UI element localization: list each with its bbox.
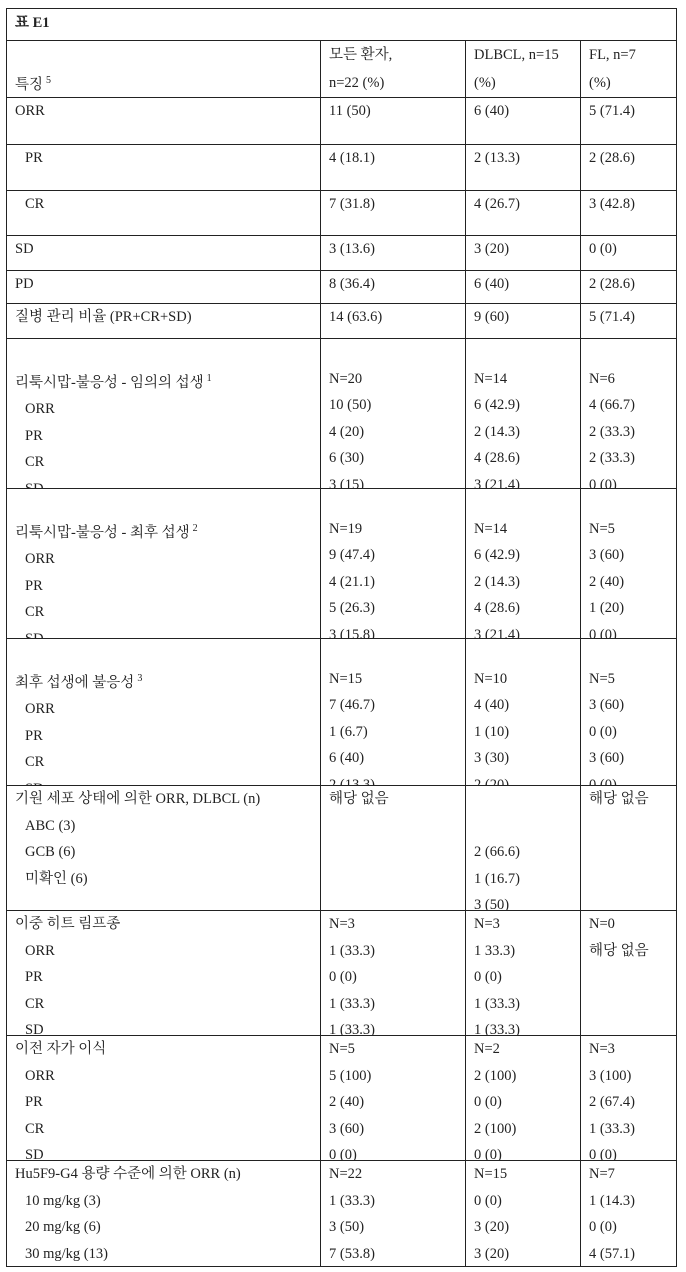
row-label: 20 mg/kg (6) <box>15 1214 312 1241</box>
value-cell <box>321 145 466 190</box>
cell-value: 2 (13.3) <box>474 145 572 172</box>
row-label: 10 mg/kg (3) <box>15 1188 312 1215</box>
value-cell <box>466 911 581 1035</box>
cell-value: 3 (60) <box>589 745 668 772</box>
row-label: 이중 히트 림프종 <box>15 911 312 938</box>
cell-value: 3 (13.6) <box>329 236 457 263</box>
cell-value: 7 (53.8) <box>329 1241 457 1266</box>
value-cell <box>581 1036 676 1160</box>
row-label <box>15 626 312 638</box>
value-cell <box>466 98 581 144</box>
cell-value: N=22 <box>329 1161 457 1188</box>
row-label-cell <box>7 339 321 488</box>
table-body <box>7 98 676 1266</box>
cell-value: 3 (21.4) <box>474 472 572 488</box>
value-cell <box>321 1161 466 1266</box>
table-row <box>7 304 676 339</box>
cell-value: 2 (13.3) <box>329 772 457 785</box>
value-cell <box>466 1036 581 1160</box>
row-label: PR <box>15 723 312 750</box>
cell-value: 6 (30) <box>329 445 457 472</box>
row-label: 미확인 (6) <box>15 866 312 893</box>
cell-value: N=15 <box>474 1161 572 1188</box>
cell-value <box>474 786 572 813</box>
header-line: (%) <box>589 69 668 97</box>
cell-value: 4 (21.1) <box>329 569 457 596</box>
value-cell <box>466 1161 581 1266</box>
value-cell <box>581 639 676 785</box>
row-label-cell <box>7 911 321 1035</box>
cell-value: 11 (50) <box>329 98 457 125</box>
table-title: 표 E1 <box>7 9 676 41</box>
cell-value: 2 (40) <box>589 569 668 596</box>
value-cell <box>321 339 466 488</box>
row-label-cell <box>7 236 321 270</box>
value-cell <box>581 786 676 910</box>
cell-value <box>589 639 668 666</box>
row-label-cell <box>7 304 321 338</box>
cell-value: 3 (20) <box>474 1214 572 1241</box>
cell-value: 4 (57.1) <box>589 1241 668 1266</box>
cell-value <box>329 639 457 666</box>
cell-value: 1 (6.7) <box>329 719 457 746</box>
header-dlbcl <box>466 41 581 97</box>
cell-value: 4 (66.7) <box>589 392 668 419</box>
row-label: CR <box>15 749 312 776</box>
cell-value: N=10 <box>474 666 572 693</box>
row-label-cell <box>7 145 321 190</box>
header-line: FL, n=7 <box>589 41 668 69</box>
row-label: PD <box>15 271 312 298</box>
value-cell <box>321 271 466 303</box>
cell-value: 3 (60) <box>329 1116 457 1143</box>
results-table <box>6 8 677 1267</box>
cell-value: 2 (14.3) <box>474 419 572 446</box>
header-feature-label: 특징 <box>15 77 43 93</box>
cell-value: 0 (0) <box>589 719 668 746</box>
cell-value: 2 (14.3) <box>474 569 572 596</box>
value-cell <box>321 911 466 1035</box>
cell-value: N=19 <box>329 516 457 543</box>
cell-value: N=5 <box>329 1036 457 1063</box>
cell-value: N=0 <box>589 911 668 938</box>
cell-value: 3 (20) <box>474 1241 572 1266</box>
cell-value: 3 (60) <box>589 542 668 569</box>
cell-value <box>329 339 457 366</box>
cell-value <box>474 489 572 516</box>
cell-value: N=6 <box>589 366 668 393</box>
row-label: PR <box>15 573 312 600</box>
row-label: SD <box>15 1017 312 1035</box>
row-label <box>15 366 312 397</box>
cell-value: 3 (100) <box>589 1063 668 1090</box>
row-label <box>15 776 312 785</box>
header-line: DLBCL, n=15 <box>474 41 572 69</box>
value-cell <box>466 639 581 785</box>
cell-value: 3 (20) <box>474 236 572 263</box>
cell-value: 1 (16.7) <box>474 866 572 893</box>
row-label: PR <box>15 145 312 172</box>
row-label: PR <box>15 423 312 450</box>
cell-value: 4 (28.6) <box>474 445 572 472</box>
cell-value: 8 (36.4) <box>329 271 457 298</box>
table-row <box>7 911 676 1036</box>
cell-value <box>474 813 572 840</box>
table-row <box>7 236 676 271</box>
value-cell <box>581 191 676 235</box>
value-cell <box>321 786 466 910</box>
cell-value: N=3 <box>329 911 457 938</box>
cell-value: 6 (40) <box>474 271 572 298</box>
header-line: 모든 환자, <box>329 41 457 69</box>
cell-value: 해당 없음 <box>329 786 457 813</box>
table-row <box>7 786 676 911</box>
row-label <box>15 639 312 666</box>
cell-value: 7 (46.7) <box>329 692 457 719</box>
cell-value: 3 (50) <box>329 1214 457 1241</box>
value-cell <box>581 339 676 488</box>
cell-value <box>589 489 668 516</box>
row-label: CR <box>15 1116 312 1143</box>
row-label: ORR <box>15 98 312 125</box>
value-cell <box>466 304 581 338</box>
row-label: Hu5F9-G4 용량 수준에 의한 ORR (n) <box>15 1161 312 1188</box>
row-label-cell <box>7 489 321 638</box>
row-label: ORR <box>15 1063 312 1090</box>
cell-value: 3 (42.8) <box>589 191 668 218</box>
value-cell <box>321 489 466 638</box>
cell-value: 9 (60) <box>474 304 572 331</box>
value-cell <box>321 236 466 270</box>
header-feature <box>7 41 321 97</box>
value-cell <box>581 489 676 638</box>
cell-value: 3 (30) <box>474 745 572 772</box>
row-label-cell <box>7 1036 321 1160</box>
cell-value <box>474 639 572 666</box>
header-fl <box>581 41 676 97</box>
cell-value: 5 (71.4) <box>589 98 668 125</box>
cell-value: 해당 없음 <box>589 938 668 965</box>
value-cell <box>321 304 466 338</box>
value-cell <box>581 98 676 144</box>
cell-value: 3 (15) <box>329 472 457 488</box>
cell-value: 2 (66.6) <box>474 839 572 866</box>
cell-value: 0 (0) <box>474 1142 572 1160</box>
cell-value: N=7 <box>589 1161 668 1188</box>
cell-value <box>329 489 457 516</box>
header-line: n=22 (%) <box>329 69 457 97</box>
table-row <box>7 145 676 191</box>
row-label: CR <box>15 599 312 626</box>
row-label-text: 리툭시맙-불응성 - 임의의 섭생 <box>15 375 204 391</box>
row-label <box>15 476 312 488</box>
value-cell <box>466 191 581 235</box>
cell-value: 1 (33.3) <box>589 1116 668 1143</box>
value-cell <box>581 911 676 1035</box>
row-label-cell <box>7 1161 321 1266</box>
row-label: PR <box>15 1089 312 1116</box>
cell-value: N=14 <box>474 366 572 393</box>
cell-value: 1 (33.3) <box>474 1017 572 1035</box>
table-header-row <box>7 41 676 98</box>
table-row <box>7 271 676 304</box>
cell-value: 1 (33.3) <box>329 938 457 965</box>
cell-value: 3 (15.8) <box>329 622 457 638</box>
cell-value: N=5 <box>589 666 668 693</box>
footnote-ref: 5 <box>46 75 51 86</box>
cell-value: 4 (26.7) <box>474 191 572 218</box>
cell-value <box>589 339 668 366</box>
cell-value: 2 (20) <box>474 772 572 785</box>
cell-value: N=20 <box>329 366 457 393</box>
cell-value: 3 (60) <box>589 692 668 719</box>
row-label: ORR <box>15 696 312 723</box>
cell-value: 1 (33.3) <box>329 1017 457 1035</box>
cell-value: N=2 <box>474 1036 572 1063</box>
row-label-cell <box>7 191 321 235</box>
cell-value: 5 (71.4) <box>589 304 668 331</box>
cell-value: N=14 <box>474 516 572 543</box>
header-line: (%) <box>474 69 572 97</box>
cell-value: 14 (63.6) <box>329 304 457 331</box>
value-cell <box>581 304 676 338</box>
cell-value: 0 (0) <box>329 1142 457 1160</box>
cell-value: 0 (0) <box>329 964 457 991</box>
table-row <box>7 191 676 236</box>
cell-value: 2 (28.6) <box>589 271 668 298</box>
cell-value: 4 (28.6) <box>474 595 572 622</box>
value-cell <box>321 98 466 144</box>
row-label: PR <box>15 964 312 991</box>
cell-value: N=3 <box>474 911 572 938</box>
cell-value: 10 (50) <box>329 392 457 419</box>
table-row <box>7 98 676 145</box>
cell-value <box>474 339 572 366</box>
row-label-cell <box>7 98 321 144</box>
cell-value: 9 (47.4) <box>329 542 457 569</box>
value-cell <box>581 271 676 303</box>
cell-value: 6 (40) <box>474 98 572 125</box>
footnote-ref: 1 <box>207 373 212 384</box>
value-cell <box>466 786 581 910</box>
cell-value: 2 (100) <box>474 1116 572 1143</box>
row-label <box>15 339 312 366</box>
row-label: 기원 세포 상태에 의한 ORR, DLBCL (n) <box>15 786 312 813</box>
row-label: ORR <box>15 938 312 965</box>
row-label: GCB (6) <box>15 839 312 866</box>
cell-value: 2 (28.6) <box>589 145 668 172</box>
row-label-cell <box>7 786 321 910</box>
table-row <box>7 639 676 786</box>
cell-value: 2 (67.4) <box>589 1089 668 1116</box>
table-row <box>7 1036 676 1161</box>
cell-value: 3 (21.4) <box>474 622 572 638</box>
cell-value: 1 (33.3) <box>329 1188 457 1215</box>
row-label-cell <box>7 639 321 785</box>
cell-value: 0 (0) <box>589 622 668 638</box>
cell-value: 7 (31.8) <box>329 191 457 218</box>
cell-value: 1 (14.3) <box>589 1188 668 1215</box>
cell-value: 1 (33.3) <box>474 991 572 1018</box>
row-label: ABC (3) <box>15 813 312 840</box>
cell-value: 0 (0) <box>589 472 668 488</box>
row-label: SD <box>15 1142 312 1160</box>
row-label: SD <box>15 236 312 263</box>
value-cell <box>321 1036 466 1160</box>
row-label-cell <box>7 271 321 303</box>
row-label <box>15 489 312 516</box>
row-label-text: 최후 섭생에 불응성 <box>15 675 134 691</box>
row-label: ORR <box>15 396 312 423</box>
header-all-patients <box>321 41 466 97</box>
row-label <box>15 516 312 547</box>
table-row <box>7 1161 676 1266</box>
cell-value: 6 (42.9) <box>474 392 572 419</box>
cell-value: 2 (33.3) <box>589 419 668 446</box>
cell-value: 6 (40) <box>329 745 457 772</box>
cell-value: 2 (100) <box>474 1063 572 1090</box>
cell-value: 0 (0) <box>589 1142 668 1160</box>
cell-value: N=3 <box>589 1036 668 1063</box>
row-label: 이전 자가 이식 <box>15 1036 312 1063</box>
value-cell <box>321 639 466 785</box>
cell-value: 6 (42.9) <box>474 542 572 569</box>
row-label: CR <box>15 991 312 1018</box>
cell-value: 0 (0) <box>474 1089 572 1116</box>
cell-value: N=5 <box>589 516 668 543</box>
cell-value: 4 (18.1) <box>329 145 457 172</box>
cell-value: 0 (0) <box>589 772 668 785</box>
value-cell <box>466 271 581 303</box>
cell-value: 0 (0) <box>474 1188 572 1215</box>
cell-value: 1 (20) <box>589 595 668 622</box>
cell-value: 0 (0) <box>474 964 572 991</box>
footnote-ref: 2 <box>193 523 198 534</box>
cell-value: 1 33.3) <box>474 938 572 965</box>
cell-value: 2 (33.3) <box>589 445 668 472</box>
row-label <box>15 666 312 697</box>
value-cell <box>466 145 581 190</box>
value-cell <box>466 489 581 638</box>
value-cell <box>581 236 676 270</box>
value-cell <box>466 236 581 270</box>
table-row <box>7 339 676 489</box>
value-cell <box>581 145 676 190</box>
footnote-ref: 3 <box>137 673 142 684</box>
table-row <box>7 489 676 639</box>
value-cell <box>466 339 581 488</box>
cell-value: 0 (0) <box>589 236 668 263</box>
value-cell <box>321 191 466 235</box>
row-label: CR <box>15 191 312 218</box>
value-cell <box>581 1161 676 1266</box>
cell-value: 5 (100) <box>329 1063 457 1090</box>
row-label: ORR <box>15 546 312 573</box>
cell-value: 1 (33.3) <box>329 991 457 1018</box>
row-label: CR <box>15 449 312 476</box>
cell-value: 2 (40) <box>329 1089 457 1116</box>
row-label: 30 mg/kg (13) <box>15 1241 312 1266</box>
cell-value: 4 (40) <box>474 692 572 719</box>
cell-value: 0 (0) <box>589 1214 668 1241</box>
cell-value: 해당 없음 <box>589 786 668 813</box>
cell-value: 5 (26.3) <box>329 595 457 622</box>
cell-value: N=15 <box>329 666 457 693</box>
row-label: 질병 관리 비율 (PR+CR+SD) <box>15 304 312 331</box>
row-label-text: 리툭시맙-불응성 - 최후 섭생 <box>15 525 190 541</box>
cell-value: 3 (50) <box>474 892 572 910</box>
cell-value: 4 (20) <box>329 419 457 446</box>
cell-value: 1 (10) <box>474 719 572 746</box>
